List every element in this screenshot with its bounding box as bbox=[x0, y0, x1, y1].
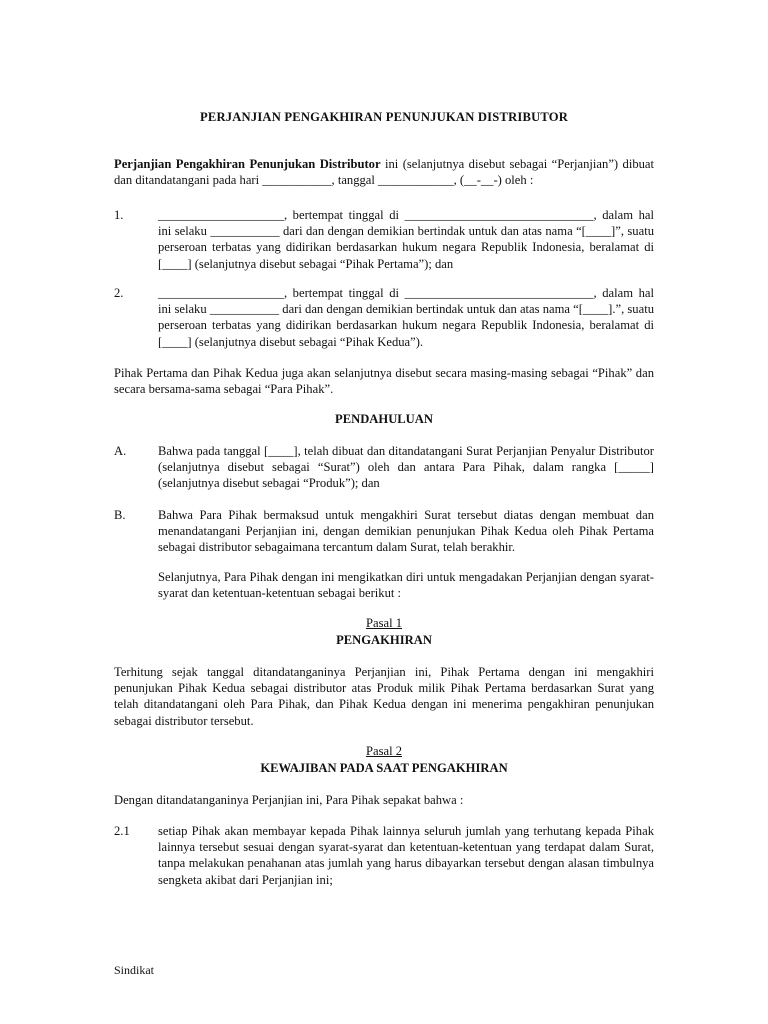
intro-paragraph bbox=[114, 156, 654, 188]
party-item-2 bbox=[114, 285, 654, 350]
parties-summary: Pihak Pertama dan Pihak Kedua juga akan selanjutnya disebut secara masing-masing sebagai “Pihak” dan secara bersama-sama sebagai “Para Pihak”. bbox=[114, 366, 654, 397]
preamble-heading: PENDAHULUAN bbox=[335, 412, 433, 426]
party-item-1 bbox=[114, 207, 654, 272]
pasal-1-heading: PENGAKHIRAN bbox=[336, 633, 432, 647]
pasal-2-heading: KEWAJIBAN PADA SAAT PENGAKHIRAN bbox=[260, 761, 508, 775]
recital-letter: A. bbox=[114, 444, 127, 458]
clause-text: setiap Pihak akan membayar kepada Pihak lainnya seluruh jumlah yang terhutang kepada Pihak lainnya tersebut sesuai dengan syarat-syarat dan ketentuan-ketentuan yang terdapat dalam Surat, tanpa melakukan penahanan atas jumlah yang harus dibayarkan tersebut dengan alasan timbulnya sengketa akibat dari Perjanjian ini; bbox=[158, 824, 654, 887]
recital-closing: Selanjutnya, Para Pihak dengan ini mengikatkan diri untuk mengadakan Perjanjian dengan syarat-syarat dan ketentuan-ketentuan sebagai berikut : bbox=[158, 570, 654, 601]
party-number: 2. bbox=[114, 286, 124, 300]
recital-item-b bbox=[114, 507, 654, 556]
recital-item-a bbox=[114, 443, 654, 492]
recital-letter: B. bbox=[114, 508, 126, 522]
document-title: PERJANJIAN PENGAKHIRAN PENUNJUKAN DISTRIBUTOR bbox=[199, 110, 569, 124]
recital-text: Bahwa Para Pihak bermaksud untuk mengakhiri Surat tersebut diatas dengan membuat dan menandatangani Perjanjian ini, dengan demikian penunjukan Pihak Kedua oleh Pihak Pertama sebagai distributor sebagaimana tercantum dalam Surat, telah berakhir. bbox=[158, 508, 654, 555]
party-text: ____________________, bertempat tinggal di ______________________________, dalam hal ini selaku ___________ dari dan dengan demikian bertindak untuk dan atas nama “[____].”, suatu perseroan terbatas yang didirikan berdasarkan hukum negara Republik Indonesia, beralamat di [____] (selanjutnya disebut sebagai “Pihak Kedua”). bbox=[158, 286, 654, 349]
clause-number: 2.1 bbox=[114, 824, 130, 838]
party-number: 1. bbox=[114, 208, 124, 222]
intro-text: ini (selanjutnya disebut sebagai “Perjanjian”) dibuat dan ditandatangani pada hari ___________, tanggal ____________, (__-__-) oleh : bbox=[114, 157, 654, 188]
footer-text: Sindikat bbox=[114, 963, 155, 977]
intro-bold-lead: Perjanjian Pengakhiran Penunjukan Distributor bbox=[114, 157, 381, 171]
pasal-1-text: Terhitung sejak tanggal ditandatanganinya Perjanjian ini, Pihak Pertama dengan ini mengakhiri penunjukan Pihak Kedua sebagai distributor atas Produk milik Pihak Pertama berdasarkan Surat yang telah ditandatangani oleh Para Pihak, dan Pihak Kedua dengan ini menerima pengakhiran penunjukan sebagai distributor tersebut. bbox=[114, 665, 654, 728]
recital-text: Bahwa pada tanggal [____], telah dibuat dan ditandatangani Surat Perjanjian Penyalur Distributor (selanjutnya disebut sebagai “Surat”) oleh dan antara Para Pihak, dalam rangka [_____] (selanjutnya disebut sebagai “Produk”); dan bbox=[158, 444, 654, 491]
pasal-2-intro: Dengan ditandatanganinya Perjanjian ini, Para Pihak sepakat bahwa : bbox=[114, 793, 464, 807]
recital-closing-item bbox=[114, 569, 654, 601]
pasal-1-label: Pasal 1 bbox=[365, 616, 403, 630]
party-text: ____________________, bertempat tinggal di ______________________________, dalam hal ini selaku ___________ dari dan dengan demikian bertindak untuk dan atas nama “[____]”, suatu perseroan terbatas yang didirikan berdasarkan hukum negara Republik Indonesia, beralamat di [____] (selanjutnya disebut sebagai “Pihak Pertama”); dan bbox=[158, 208, 654, 271]
pasal-2-item-2-1 bbox=[114, 823, 654, 888]
pasal-2-label: Pasal 2 bbox=[365, 744, 403, 758]
